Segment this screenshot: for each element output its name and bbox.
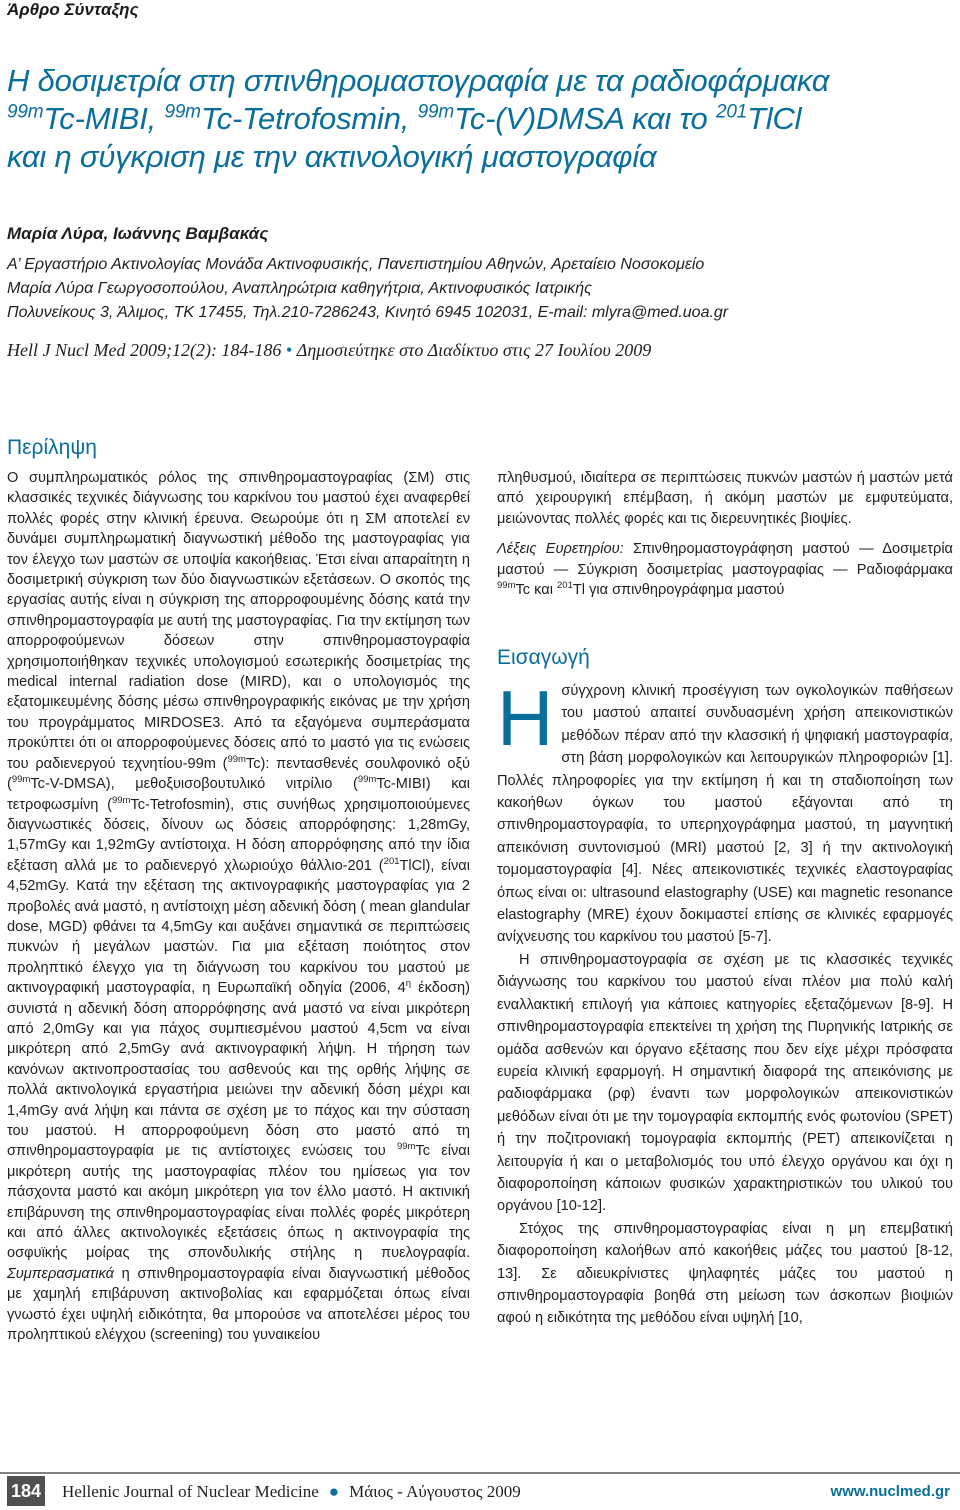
title-sup: 99m [7,101,44,123]
abstract-continuation-text: πληθυσμού, ιδιαίτερα σε περιπτώσεις πυκνών μαστών ή μαστών μετά από χειρουργική επέμβαση, ή ακόμη μαστών με εμφυτεύματα, μειώνοντας πολλές φορές και τις διερευνητικές βιοψίες. [497,470,953,527]
title-sup: 201 [715,101,748,123]
journal-name: Hellenic Journal of Nuclear Medicine [62,1482,319,1501]
published-note: Δημοσιεύτηκε στο Διαδίκτυο στις 27 Ιουλίου 2009 [296,340,652,360]
footer-dot: ● [328,1482,340,1501]
journal-reference [7,340,651,361]
intro-paragraph: Η σπινθηρομαστογραφία σε σχέση με τις κλασσικές τεχνικές διάγνωσης του καρκίνου του μαστού είναι πλέον μια πολύ καλή εναλλακτική επιλογή για κάποιες κατηγορίες εξεταζόμενων [8-9]. Η σπινθηρομαστογραφία επεκτείνει τη χρήση της Πυρηνικής Ιατρικής σε ομάδα ασθενών και όργανο εξέτασης που δεν είχε μέχρι πρόσφατα ευρεία κλινική εφαρμογή. Η σημαντική διαφορά της απεικόνισης με ραδιοφάρμακα (ρφ) έναντι των μορφολογικών απεικονιστικών μεθόδων είναι ότι με την τομογραφία εκπομπής ενός φωτονίου (SPET) ή την ποζιτρονιακή τομογραφία εκπομπής (PET) απεικονίζεται η λειτουργία ή και ο μεταβολισμός του υπό έλεγχο οργάνου και όχι η διαφοροποίηση κάποιων φυσικών χαρακτηριστικών του υλικού του οργάνου [10-12]. [497,951,953,1215]
title-fragment: Tc-MIBI, [43,101,165,136]
abstract-continuation [497,468,953,600]
page-number: 184 [7,1476,45,1506]
page-footer [0,1472,960,1510]
bullet-separator: • [285,340,297,360]
introduction-heading: Εισαγωγή [497,646,590,669]
abstract-heading: Περίληψη [7,436,97,459]
article-title [7,62,947,176]
affiliation-line: Α’ Εργαστήριο Ακτινολογίας Μονάδα Ακτινοφυσικής, Πανεπιστημίου Αθηνών, Αρεταίειο Νοσοκομείο [7,256,705,273]
citation: Hell J Nucl Med 2009;12(2): 184-186 [7,340,282,360]
title-fragment: Tc-(V)DMSA και το [453,101,716,136]
footer-journal [62,1482,521,1502]
title-line-3: και η σύγκριση με την ακτινολογική μαστογραφία [7,139,657,174]
abstract-paragraph: Ο συμπληρωματικός ρόλος της σπινθηρομαστογραφίας (ΣΜ) στις κλασσικές τεχνικές διάγνωσης του καρκίνου του μαστού έχει αναφερθεί πολλές φορές στην κλινική έρευνα. Θεωρούμε ότι η ΣΜ αποτελεί εν δυνάμει συμπληρωματική διαγνωστική μέθοδο της μαστογραφίας για τον έλεγχο των μαστών σε υποψία κακοήθειας. Έτσι είναι απαραίτητη η δοσιμετρική σύγκριση των δύο διαγνωστικών εξετάσεων. Ο σκοπός της εργασίας αυτής είναι η σύγκριση της απορροφουμένης δόσης κατά την σπινθηρομαστογραφία με αυτή της μαστογραφίας. Για την εκτίμηση των απορροφούμενων δόσεων στην σπινθηρομαστογραφία χρησιμοποιήθηκαν τεχνικές υπολογισμού εσωτερικής δοσιμετρίας της medical internal radiation dose (MIRD), και ο υπολογισμός της εξατομικευμένης δόσης μέσω σπινθηρογραφικής εικόνας με την χρήση του προγράμματος MIRDOSE3. Από τα εξαγόμενα συμπεράσματα προκύπτει ότι οι απορροφούμενες δόσεις από το μαστό για τις ενώσεις του ραδιενεργού τεχνητίου-99m ($^{99m}$Tc): πεντασθενές σουλφονικό οξύ ($^{99m}$Tc-V-DMSA), μεθοξυισοβουτυλικό νιτρίλιο ($^{99m}$Tc-MIBI) και τετροφωσμίνη ($^{99m}$Tc-Tetrofosmin), στις συνήθως χρησιμοποιούμενες διαγνωστικές δόσεις, δίνουν ως δόσεις απορρόφησης: 1,28mGy, 1,57mGy και 1,92mGy αντίστοιχα. Η δόση απορρόφησης από την ίδια εξέταση αλλά με το ραδιενεργό χλωριούχο θάλλιο-201 ($^{201}$TlCl), είναι 4,52mGy. Κατά την εξέταση της ακτινογραφικής μαστογραφίας για 2 προβολές ανά μαστό, η αντίστοιχη μέση αδενική δόση ( mean glandular dose, MGD) φθάνει τα 4,5mGy και αυξάνει σημαντικά σε περιπτώσεις πυκνών ή μεγάλων μαστών. Για μια εξέταση ποιότητος στον προληπτικό έλεγχο για τη διάγνωση του καρκίνου του μαστού με ακτινογραφική μαστογραφία, η Ευρωπαϊκή οδηγία (2006, $4^\eta$ έκδοση) συνιστά η αδενική δόση απορρόφησης ανά μαστό να είναι μικρότερη από 2,0mGy και για πάχος συμπιεσμένου μαστού 4,5cm να είναι μικρότερη από 2,5mGy ανά ακτινογραφική λήψη. Η τήρηση των κανόνων ακτινοπροστασίας του ασθενούς και της ορθής λήψης σε πολλά ακτινολογικά εργαστήρια μειώνει την αδενική δόση μέχρι και 1,4mGy ανά λήψη και πάντα σε σχέση με το πάχος και την σύσταση του μαστού. Η απορροφούμενη δόση στο μαστό από τη σπινθηρομαστογραφία με τις αντίστοιχες ενώσεις του $^{99m}$Tc είναι μικρότερη αυτής της μαστογραφίας πλέον του ημίσεως για τον πάσχοντα μαστό και ακόμη μικρότερη για τον έλλο μαστό. Η ακτινική επιβάρυνση της σπινθηρομαστογραφίας είναι πολλές φορές μικρότερη και από άλλες ακτινολογικές εξετάσεις όπως η ακτινογραφία της οσφυϊκής μοίρας της σπονδυλικής στήλης η πυελογραφία. Συμπερασματικά η σπινθηρομαστογραφία είναι διαγνωστική μέθοδος με χαμηλή επιβάρυνση ακτινοβολίας και εφαρμόζεται όπως είναι γνωστό έχει υψηλή ειδικότητα, θα μπορούσε να αποτελέσει μέρος του προληπτικού ελέγχου (screening) του γυναικείου [7,470,470,1344]
keywords: Λέξεις Ευρετηρίου: Σπινθηρομαστογράφηση μαστού — Δοσιμετρία μαστού — Σύγκριση δοσιμετρίας μαστογραφίας — Ραδιοφάρμακα $^{99m}$Tc και $^{201}$Tl για σπινθηρογράφημα μαστού [497,541,953,599]
affiliation-line: Μαρία Λύρα Γεωργοσοπούλου, Αναπληρώτρια καθηγήτρια, Ακτινοφυσικός Ιατρικής [7,280,592,297]
footer-rule [0,1472,960,1474]
journal-url[interactable]: www.nuclmed.gr [830,1483,950,1500]
title-sup: 99m [164,101,201,123]
title-fragment: TlCl [747,101,802,136]
title-fragment: Tc-Tetrofosmin, [200,101,418,136]
journal-issue: Μάιος - Αύγουστος 2009 [349,1482,521,1501]
title-sup: 99m [417,101,454,123]
intro-paragraph: Η σύγχρονη κλινική προσέγγιση των ογκολογικών παθήσεων του μαστού απαιτεί συνδυασμένη χρήση απεικονιστικών μεθόδων πέραν από την κλασσική ή ψηφιακή μαστογραφία, στη βάση μορφολογικών και λειτουργικών πληροφοριών [1]. Πολλές πληροφορίες για την εκτίμηση ή και τη σταδιοποίηση των κακοήθων όγκων του μαστού εξάγονται από τη σπινθηρομαστογραφία, το υπερηχογράφημα μαστού, τη μαγνητική απεικόνιση συντονισμού (MRI) μαστού [2, 3] ή την ακτινολογική τομομαστογραφία [4]. Νέες απεικονιστικές τεχνικές ελαστογραφίας όπως είναι οι: ultrasound elastography (USE) και magnetic resonance elastography (MRE) έχουν δοκιμαστεί επίσης σε κλινικές εφαρμογές ανίχνευσης του καρκίνου του μαστού [5-7]. [497,680,953,946]
keywords-label: Λέξεις Ευρετηρίου: [497,541,624,558]
abstract-body [7,468,470,1468]
conclusion-label: Συμπερασματικά [7,1265,114,1282]
intro-paragraph: Στόχος της σπινθηρομαστογραφίας είναι η μη επεμβατική διαφοροποίηση καλοήθων από κακοήθεις μάζες του μαστού [8-12, 13]. Σε αδιευκρίνιστες ψηλαφητές μάζες του μαστού η σπινθηρομαστογραφία βοηθά στη μείωση των άσκοπων βιοψιών αφού η ειδικότητα της μεθόδου είναι υψηλή [10, [497,1220,953,1327]
drop-cap: Η [497,680,554,762]
title-line-1: Η δοσιμετρία στη σπινθηρομαστογραφία με τα ραδιοφάρμακα [7,63,830,98]
affiliation-line: Πολυνείκους 3, Άλιμος, ΤΚ 17455, Τηλ.210-7286243, Κινητό 6945 102031, E-mail: mlyra@med.uoa.gr [7,304,729,321]
section-label: Άρθρο Σύνταξης [7,0,139,19]
authors: Μαρία Λύρα, Ιωάννης Βαμβακάς [7,224,269,243]
introduction-body [497,680,953,1440]
